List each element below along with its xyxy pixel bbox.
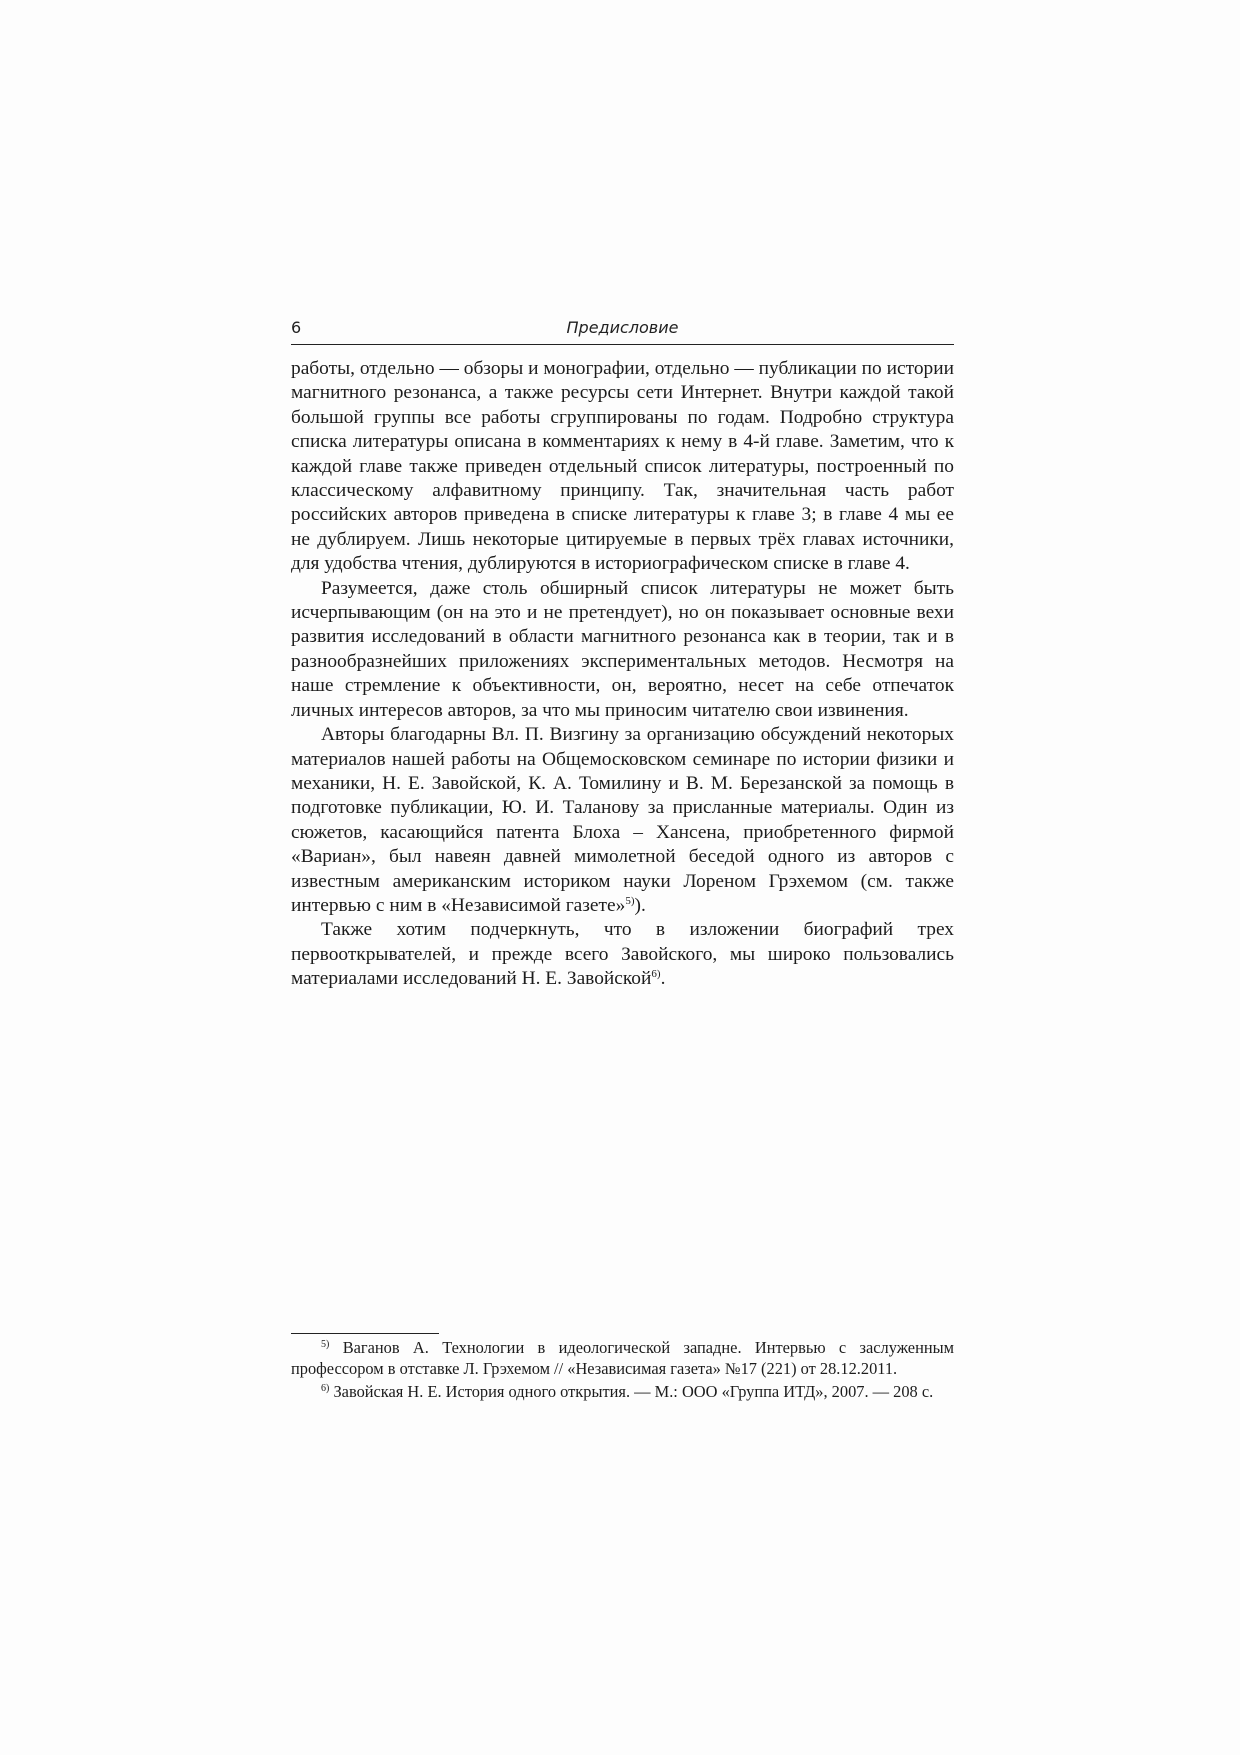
footnotes <box>291 1338 954 1404</box>
paragraph-4 <box>291 918 954 991</box>
footnote-mark: 5) <box>321 1339 330 1350</box>
footnote-ref-6[interactable]: 6) <box>651 968 661 981</box>
footnote-5 <box>291 1338 954 1380</box>
running-head <box>291 318 954 345</box>
footnote-text: Завойская Н. Е. История одного открытия. — М.: ООО «Группа ИТД», 2007. — 208 с. <box>333 1381 934 1401</box>
paragraph-4-text: Также хотим подчеркнуть, что в изложении биографий трех первооткрывателей, и прежде всего Завойского, мы широко пользовались материалами исследований Н. Е. Завойской <box>291 919 954 990</box>
chapter-title: Предисловие <box>566 318 679 337</box>
paragraph-1: работы, отдельно — обзоры и монографии, отдельно — публикации по истории магнитного резонанса, а также ресурсы сети Интернет. Внутри каждой такой большой группы все работы сгруппированы по годам. Подробно структура списка литературы описана в комментариях к нему в 4-й главе. Заметим, что к каждой главе также приведен отдельный список литературы, построенный по классическому алфавитному принципу. Так, значительная часть работ российских авторов приведена в списке литературы к главе 3; в главе 4 мы ее не дублируем. Лишь некоторые цитируемые в первых трёх главах источники, для удобства чтения, дублируются в историографическом списке в главе 4. <box>291 358 954 575</box>
body-text <box>291 357 954 992</box>
footnote-divider <box>291 1333 439 1334</box>
paragraph-4-tail: . <box>660 968 666 990</box>
paragraph-3-tail: ). <box>634 894 646 916</box>
page-number: 6 <box>291 318 302 337</box>
footnote-mark: 6) <box>321 1382 330 1394</box>
paragraph-3-text: Авторы благодарны Вл. П. Визгину за организацию обсуждений некоторых материалов нашей работы на Общемосковском семинаре по истории физики и механики, Н. Е. Завойской, К. А. Томилину и В. М. Березанской за помощь в подготовке публикации, Ю. И. Таланову за присланные материалы. Один из сюжетов, касающийся патента Блоха – Хансена, приобретенного фирмой «Вариан», был навеян давней мимолетной беседой одного из авторов с известным американским историком науки Лореном Грэхемом (см. также интервью с ним в «Независимой газете» <box>291 724 954 916</box>
footnote-ref-5[interactable]: 5) <box>625 894 635 907</box>
footnote-text: Ваганов А. Технологии в идеологической западне. Интервью с заслуженным профессором в отставке Л. Грэхемом // «Независимая газета» №17 (221) от 28.12.2011. <box>291 1338 954 1378</box>
footnote-6 <box>291 1382 954 1403</box>
paragraph-3 <box>291 723 954 918</box>
paragraph-2: Разумеется, даже столь обширный список литературы не может быть исчерпывающим (он на это и не претендует), но он показывает основные вехи развития исследований в области магнитного резонанса как в теории, так и в разнообразнейших приложениях экспериментальных методов. Несмотря на наше стремление к объективности, он, вероятно, несет на себе отпечаток личных интересов авторов, за что мы приносим читателю свои извинения. <box>291 577 954 721</box>
